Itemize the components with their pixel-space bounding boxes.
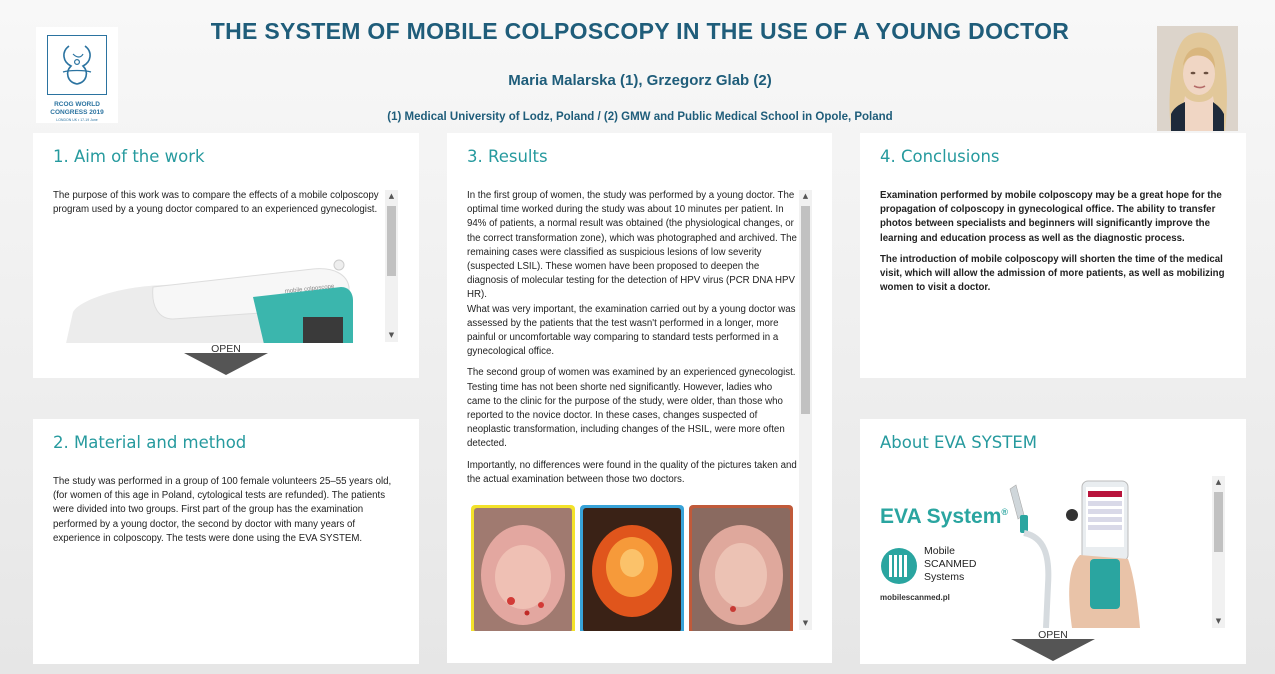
open-label: OPEN [211,343,241,355]
scanmed-logo-icon [880,547,918,585]
eva-heading: About EVA SYSTEM [880,433,1037,452]
colposcopy-image-3 [689,505,793,631]
conclusions-paragraph: Examination performed by mobile colposcopy may be a great hope for the propagation of colposcopy in gynecological office. The ability to transfer photos between specialists and beginners will significantly improve the learning and education process as well as the diagnostic process. [880,190,1222,244]
aim-scroll-area[interactable] [53,189,383,343]
eva-url: mobilescanmed.pl [880,593,950,602]
aim-open-button[interactable] [184,345,268,375]
material-heading: 2. Material and method [53,433,247,452]
colposcopy-image-1 [471,505,575,631]
eva-device-image [1000,475,1210,628]
results-paragraph: Importantly, no differences were found in the quality of the pictures taken and the actual examination between those two doctors. [467,459,797,485]
device-model-text: mobile colposcope [284,283,335,295]
authors: Maria Malarska (1), Grzegorz Glab (2) [508,72,772,89]
colposcopy-images [471,505,793,631]
eva-scrollbar[interactable] [1212,476,1225,628]
colposcopy-image-2 [580,505,684,631]
logo-text-line3: LONDON UK • 17-19 June [56,118,98,122]
logo-emblem [47,35,107,95]
scroll-thumb[interactable] [387,206,396,276]
logo-text-line2: CONGRESS 2019 [50,109,104,116]
scroll-up-icon[interactable]: ▲ [388,192,395,200]
results-paragraph: What was very important, the examination carried out by a young doctor was assessed by the patients that the test wasn't performed in a longer, more painful or uncomfortable way comparing to standard tests performed in a gynecological office. [467,303,796,358]
results-paragraph: The second group of women was examined by an experienced gynecologist. Testing time has not been shorte ned significantly. However, ladies who came to the clinic for the purpose of the study, were older, than those who reported to the novice doctor. In these cases, changes suspected of neoplastic transformation, including changes of the HSIL, were more often detected. [467,367,796,450]
scroll-down-icon[interactable]: ▼ [802,619,809,627]
aim-text: The purpose of this work was to compare the effects of a mobile colposcopy program used by a young doctor compared to an experienced gynecologist. [53,190,379,216]
scroll-down-icon[interactable]: ▼ [1215,617,1222,625]
eva-open-button[interactable] [1011,631,1095,661]
scroll-up-icon[interactable]: ▲ [802,192,809,200]
conclusions-heading: 4. Conclusions [880,147,1000,166]
aim-panel [33,133,419,378]
arrow-down-icon [1011,639,1095,661]
aim-scrollbar[interactable] [385,190,398,342]
eva-brand [880,505,1008,529]
material-panel [33,419,419,664]
scroll-thumb[interactable] [1214,492,1223,552]
colposcope-device-image [53,257,383,343]
author-photo [1157,26,1238,131]
results-scrollbar[interactable] [799,190,812,630]
eva-scroll-area[interactable] [878,475,1210,628]
scanmed-name: Mobile SCANMED Systems [924,545,977,583]
scroll-thumb[interactable] [801,206,810,414]
logo-figure-icon [55,42,99,88]
arrow-down-icon [184,353,268,375]
results-scroll-area[interactable] [467,189,797,631]
affiliation: (1) Medical University of Lodz, Poland / (2) GMW and Public Medical School in Opole, Poland [387,111,893,123]
eva-panel [860,419,1246,664]
aim-heading: 1. Aim of the work [53,147,205,166]
open-label: OPEN [1038,629,1068,641]
eva-brand-text: EVA System [880,505,1002,528]
results-heading: 3. Results [467,147,548,166]
poster-title: THE SYSTEM OF MOBILE COLPOSCOPY IN THE USE OF A YOUNG DOCTOR [210,18,1070,44]
material-text: The study was performed in a group of 100 female volunteers 25–55 years old, (for women of this age in Poland, cytological tests are refunded). The patients were divided into two groups. First part of the group has the examination performed by a young doctor, the second by doctor with many years of experience in colposcopy. The tests were done using the EVA SYSTEM. [53,476,392,544]
conclusions-paragraph: The introduction of mobile colposcopy will shorten the time of the medical visit, which will allow the admission of more patients, as well as mobilizing women to visit a doctor. [880,253,1225,294]
scroll-up-icon[interactable]: ▲ [1215,478,1222,486]
scroll-down-icon[interactable]: ▼ [388,331,395,339]
results-paragraph: In the first group of women, the study was performed by a young doctor. The optimal time worked during the study was about 10 minutes per patient. In 94% of patients, a normal result was obtained (the physiological changes, or the correct transformation zone), which was photographed and archived. The remaining cases were classified as suspicious lesions of low severity (suspected LSIL). These women have been proposed to deepen the diagnosis of molecular testing for the detection of HPV virus (PCR DNA HPV HR). [467,190,797,301]
results-panel [447,133,832,663]
registered-mark: ® [1001,507,1009,517]
congress-logo [36,27,118,123]
logo-text-line1: RCOG WORLD [54,101,100,108]
conclusions-panel [860,133,1246,378]
